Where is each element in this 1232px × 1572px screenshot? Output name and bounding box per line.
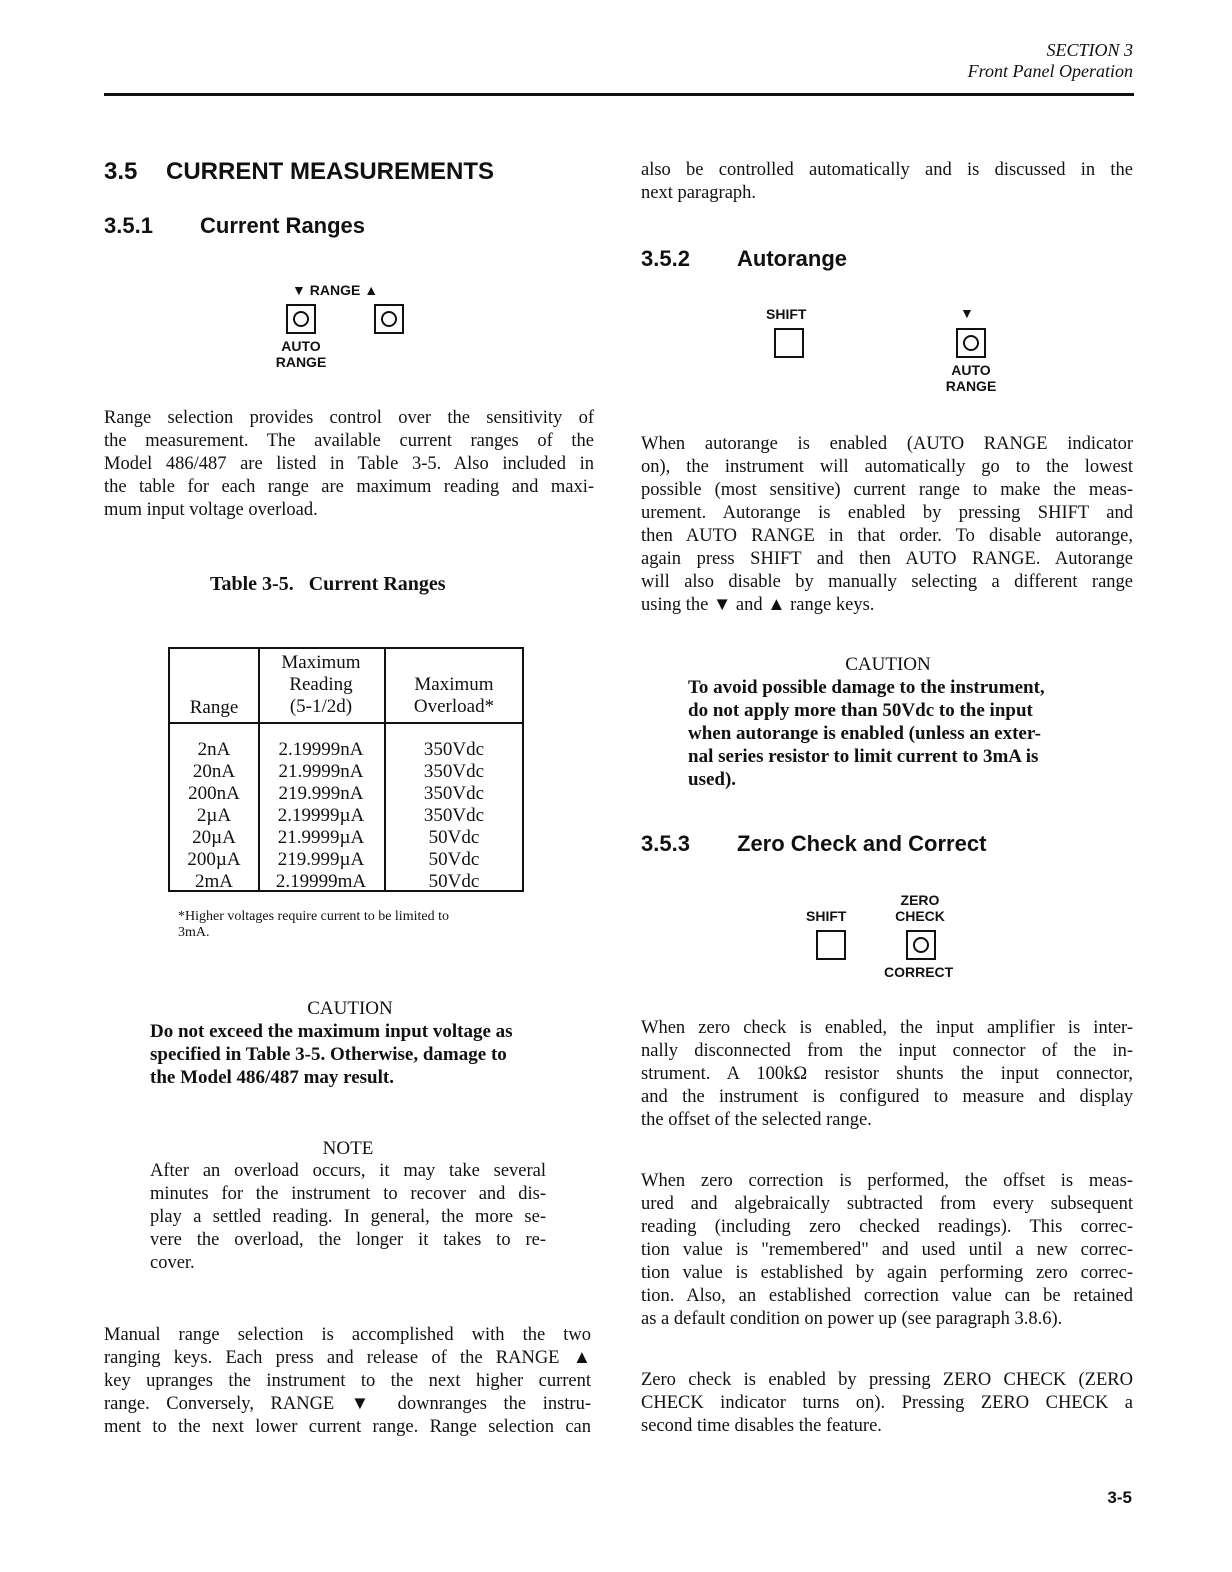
circle-icon (293, 311, 309, 327)
header-reading (258, 652, 384, 718)
table-cell: 50Vdc (428, 849, 480, 870)
text-line: Zero check is enabled by pressing ZERO CHECK (ZERO (641, 1370, 1133, 1390)
table-cell: 50Vdc (428, 871, 480, 892)
para-range-selection (104, 407, 594, 522)
text-line: Range selection provides control over the sensitivity of (104, 408, 594, 428)
para-continued (641, 159, 1133, 205)
range-keys-diagram (272, 280, 432, 375)
para-zero-enable (641, 1369, 1133, 1438)
text-line: When zero check is enabled, the input amplifier is inter- (641, 1018, 1133, 1038)
text-line: also be controlled automatically and is discussed in the (641, 160, 1133, 180)
heading-title: Current Ranges (200, 213, 366, 238)
para-zero-check (641, 1017, 1133, 1132)
heading-3-5 (104, 158, 494, 186)
caution-line: do not apply more than 50Vdc to the input (688, 700, 1033, 721)
table-cell: 2µA (196, 805, 232, 826)
header-overload (384, 674, 524, 718)
column-overload (384, 739, 524, 893)
text-line: mum input voltage overload. (104, 500, 318, 520)
text-line: CHECK indicator turns on). Pressing ZERO CHECK a (641, 1393, 1133, 1413)
text-line: the offset of the selected range. (641, 1110, 872, 1130)
down-arrow-icon: ▼ (960, 305, 974, 321)
text-line: When autorange is enabled (AUTO RANGE indicator (641, 434, 1133, 454)
caution-line: used). (688, 769, 737, 790)
caution-box-2 (688, 653, 1088, 791)
heading-number: 3.5.3 (641, 831, 690, 856)
table-cell: 200nA (188, 783, 240, 804)
caution-box-1 (150, 997, 550, 1089)
caution-heading: CAUTION (845, 654, 931, 675)
para-manual-range (104, 1324, 591, 1439)
table-cell: 2.19999nA (278, 739, 364, 760)
running-header (968, 40, 1133, 82)
auto-range-label (272, 338, 330, 370)
note-line: cover. (150, 1253, 195, 1273)
text-line: ment to the next lower current range. Range selection can (104, 1417, 591, 1437)
auto-range-label (942, 362, 1000, 394)
heading-3-5-3 (641, 831, 986, 857)
text-line: When zero correction is performed, the offset is meas- (641, 1171, 1133, 1191)
table-cell: 219.999µA (277, 849, 365, 870)
text-line: the measurement. The available current ranges of the (104, 431, 594, 451)
caution-line: when autorange is enabled (unless an exter- (688, 723, 1041, 744)
text-line: the table for each range are maximum reading and maxi- (104, 477, 594, 497)
down-arrow-icon: ▼ (292, 282, 306, 298)
header-rule (104, 93, 1134, 96)
table-cell: 2mA (195, 871, 233, 892)
text-line: using the ▼ and ▲ range keys. (641, 595, 875, 615)
header-subtitle: Front Panel Operation (967, 61, 1133, 81)
header-range: Range (189, 697, 239, 718)
text-line: strument. A 100kΩ resistor shunts the input connector, (641, 1064, 1133, 1084)
check-label: CHECK (895, 908, 945, 924)
heading-title: Zero Check and Correct (737, 831, 987, 856)
note-line: minutes for the instrument to recover and dis- (150, 1184, 546, 1204)
footnote-line: 3mA. (178, 925, 210, 940)
zero-check-keys-diagram (800, 892, 980, 987)
table-cell: 20µA (192, 827, 236, 848)
caution-line: Do not exceed the maximum input voltage as (150, 1021, 513, 1042)
text-line: urement. Autorange is enabled by pressing SHIFT and (641, 503, 1133, 523)
caution-line: the Model 486/487 may result. (150, 1067, 394, 1088)
shift-key[interactable] (774, 328, 804, 358)
range-down-key[interactable] (286, 304, 316, 334)
circle-icon (963, 335, 979, 351)
caution-heading: CAUTION (307, 998, 393, 1019)
correct-label: CORRECT (884, 964, 954, 980)
autorange-keys-diagram (760, 302, 1010, 397)
header-text: Overload* (413, 696, 495, 717)
table-cell: 219.999nA (278, 783, 364, 804)
table-cell: 2.19999µA (277, 805, 365, 826)
note-box (150, 1137, 546, 1275)
range-sub-label: RANGE (945, 378, 997, 394)
shift-key[interactable] (816, 930, 846, 960)
caution-line: To avoid possible damage to the instrument, (688, 677, 1045, 698)
auto-range-key[interactable] (956, 328, 986, 358)
table-cell: 20nA (192, 761, 236, 782)
table-cell: 350Vdc (423, 805, 485, 826)
heading-number: 3.5.2 (641, 246, 690, 271)
text-line: tion value is "remembered" and used until a new correc- (641, 1240, 1133, 1260)
text-line: then AUTO RANGE in that order. To disable autorange, (641, 526, 1133, 546)
note-heading: NOTE (322, 1138, 374, 1159)
text-line: possible (most sensitive) current range to make the meas- (641, 480, 1133, 500)
table-cell: 21.9999µA (277, 827, 365, 848)
text-line: again press SHIFT and then AUTO RANGE. Autorange (641, 549, 1133, 569)
table-footnote (178, 909, 449, 941)
table-cell: 2nA (197, 739, 231, 760)
heading-number: 3.5.1 (104, 213, 153, 238)
text-line: will also disable by manually selecting a different range (641, 572, 1133, 592)
column-range (170, 739, 258, 893)
text-line: Manual range selection is accomplished with the two (104, 1325, 591, 1345)
table-caption: Table 3-5. Current Ranges (210, 573, 446, 595)
heading-title: CURRENT MEASUREMENTS (166, 158, 495, 185)
auto-label: AUTO (281, 338, 321, 354)
circle-icon (381, 311, 397, 327)
table-cell: 21.9999nA (278, 761, 364, 782)
table-cell: 350Vdc (423, 739, 485, 760)
table-cell: 50Vdc (428, 827, 480, 848)
text-line: range. Conversely, RANGE ▼ downranges the instru- (104, 1394, 591, 1414)
header-text: (5-1/2d) (289, 696, 353, 717)
table-header-rule (170, 722, 522, 724)
text-line: key upranges the instrument to the next higher current (104, 1371, 591, 1391)
zero-check-key[interactable] (906, 930, 936, 960)
text-line: tion value is established by again performing zero correc- (641, 1263, 1133, 1283)
range-label-row (292, 282, 378, 298)
text-line: nally disconnected from the input connector of the in- (641, 1041, 1133, 1061)
auto-label: AUTO (951, 362, 991, 378)
shift-label: SHIFT (766, 306, 807, 322)
text-line: next paragraph. (641, 183, 757, 203)
up-arrow-icon: ▲ (364, 282, 379, 298)
footnote-line: *Higher voltages require current to be limited to (178, 909, 449, 924)
column-reading (258, 739, 384, 893)
caution-line: nal series resistor to limit current to 3mA is (688, 746, 1039, 767)
caution-line: specified in Table 3-5. Otherwise, damage to (150, 1044, 507, 1065)
header-text: Reading (289, 674, 353, 695)
text-line: on), the instrument will automatically go to the lowest (641, 457, 1133, 477)
shift-label: SHIFT (806, 908, 847, 924)
table-cell: 200µA (187, 849, 241, 870)
heading-number: 3.5 (104, 158, 138, 185)
note-line: play a settled reading. In general, the more se- (150, 1207, 546, 1227)
table-cell: 350Vdc (423, 761, 485, 782)
text-line: second time disables the feature. (641, 1416, 882, 1436)
text-line: Model 486/487 are listed in Table 3-5. Also included in (104, 454, 594, 474)
range-label: RANGE (309, 282, 361, 298)
heading-title: Autorange (737, 246, 847, 271)
heading-3-5-1 (104, 213, 365, 239)
header-text: Maximum (281, 652, 361, 673)
range-sub-label: RANGE (275, 354, 327, 370)
table-cell: 350Vdc (423, 783, 485, 804)
text-line: ranging keys. Each press and release of the RANGE ▲ (104, 1348, 591, 1368)
note-line: After an overload occurs, it may take several (150, 1161, 546, 1181)
text-line: and the instrument is configured to measure and display (641, 1087, 1133, 1107)
circle-icon (913, 937, 929, 953)
text-line: reading (including zero checked readings). This correc- (641, 1217, 1133, 1237)
header-text: Maximum (414, 674, 494, 695)
para-zero-correct (641, 1170, 1133, 1331)
note-line: vere the overload, the longer it takes to re- (150, 1230, 546, 1250)
text-line: ured and algebraically subtracted from every subsequent (641, 1194, 1133, 1214)
zero-check-label (888, 892, 952, 924)
text-line: as a default condition on power up (see paragraph 3.8.6). (641, 1309, 1063, 1329)
heading-3-5-2 (641, 246, 847, 272)
header-section: SECTION 3 (1046, 40, 1133, 60)
table-cell: 2.19999mA (275, 871, 367, 892)
page-number: 3-5 (1107, 1488, 1132, 1507)
current-ranges-table (168, 647, 524, 892)
range-up-key[interactable] (374, 304, 404, 334)
text-line: tion. Also, an established correction value can be retained (641, 1286, 1133, 1306)
zero-label: ZERO (900, 892, 940, 908)
para-autorange (641, 433, 1133, 617)
